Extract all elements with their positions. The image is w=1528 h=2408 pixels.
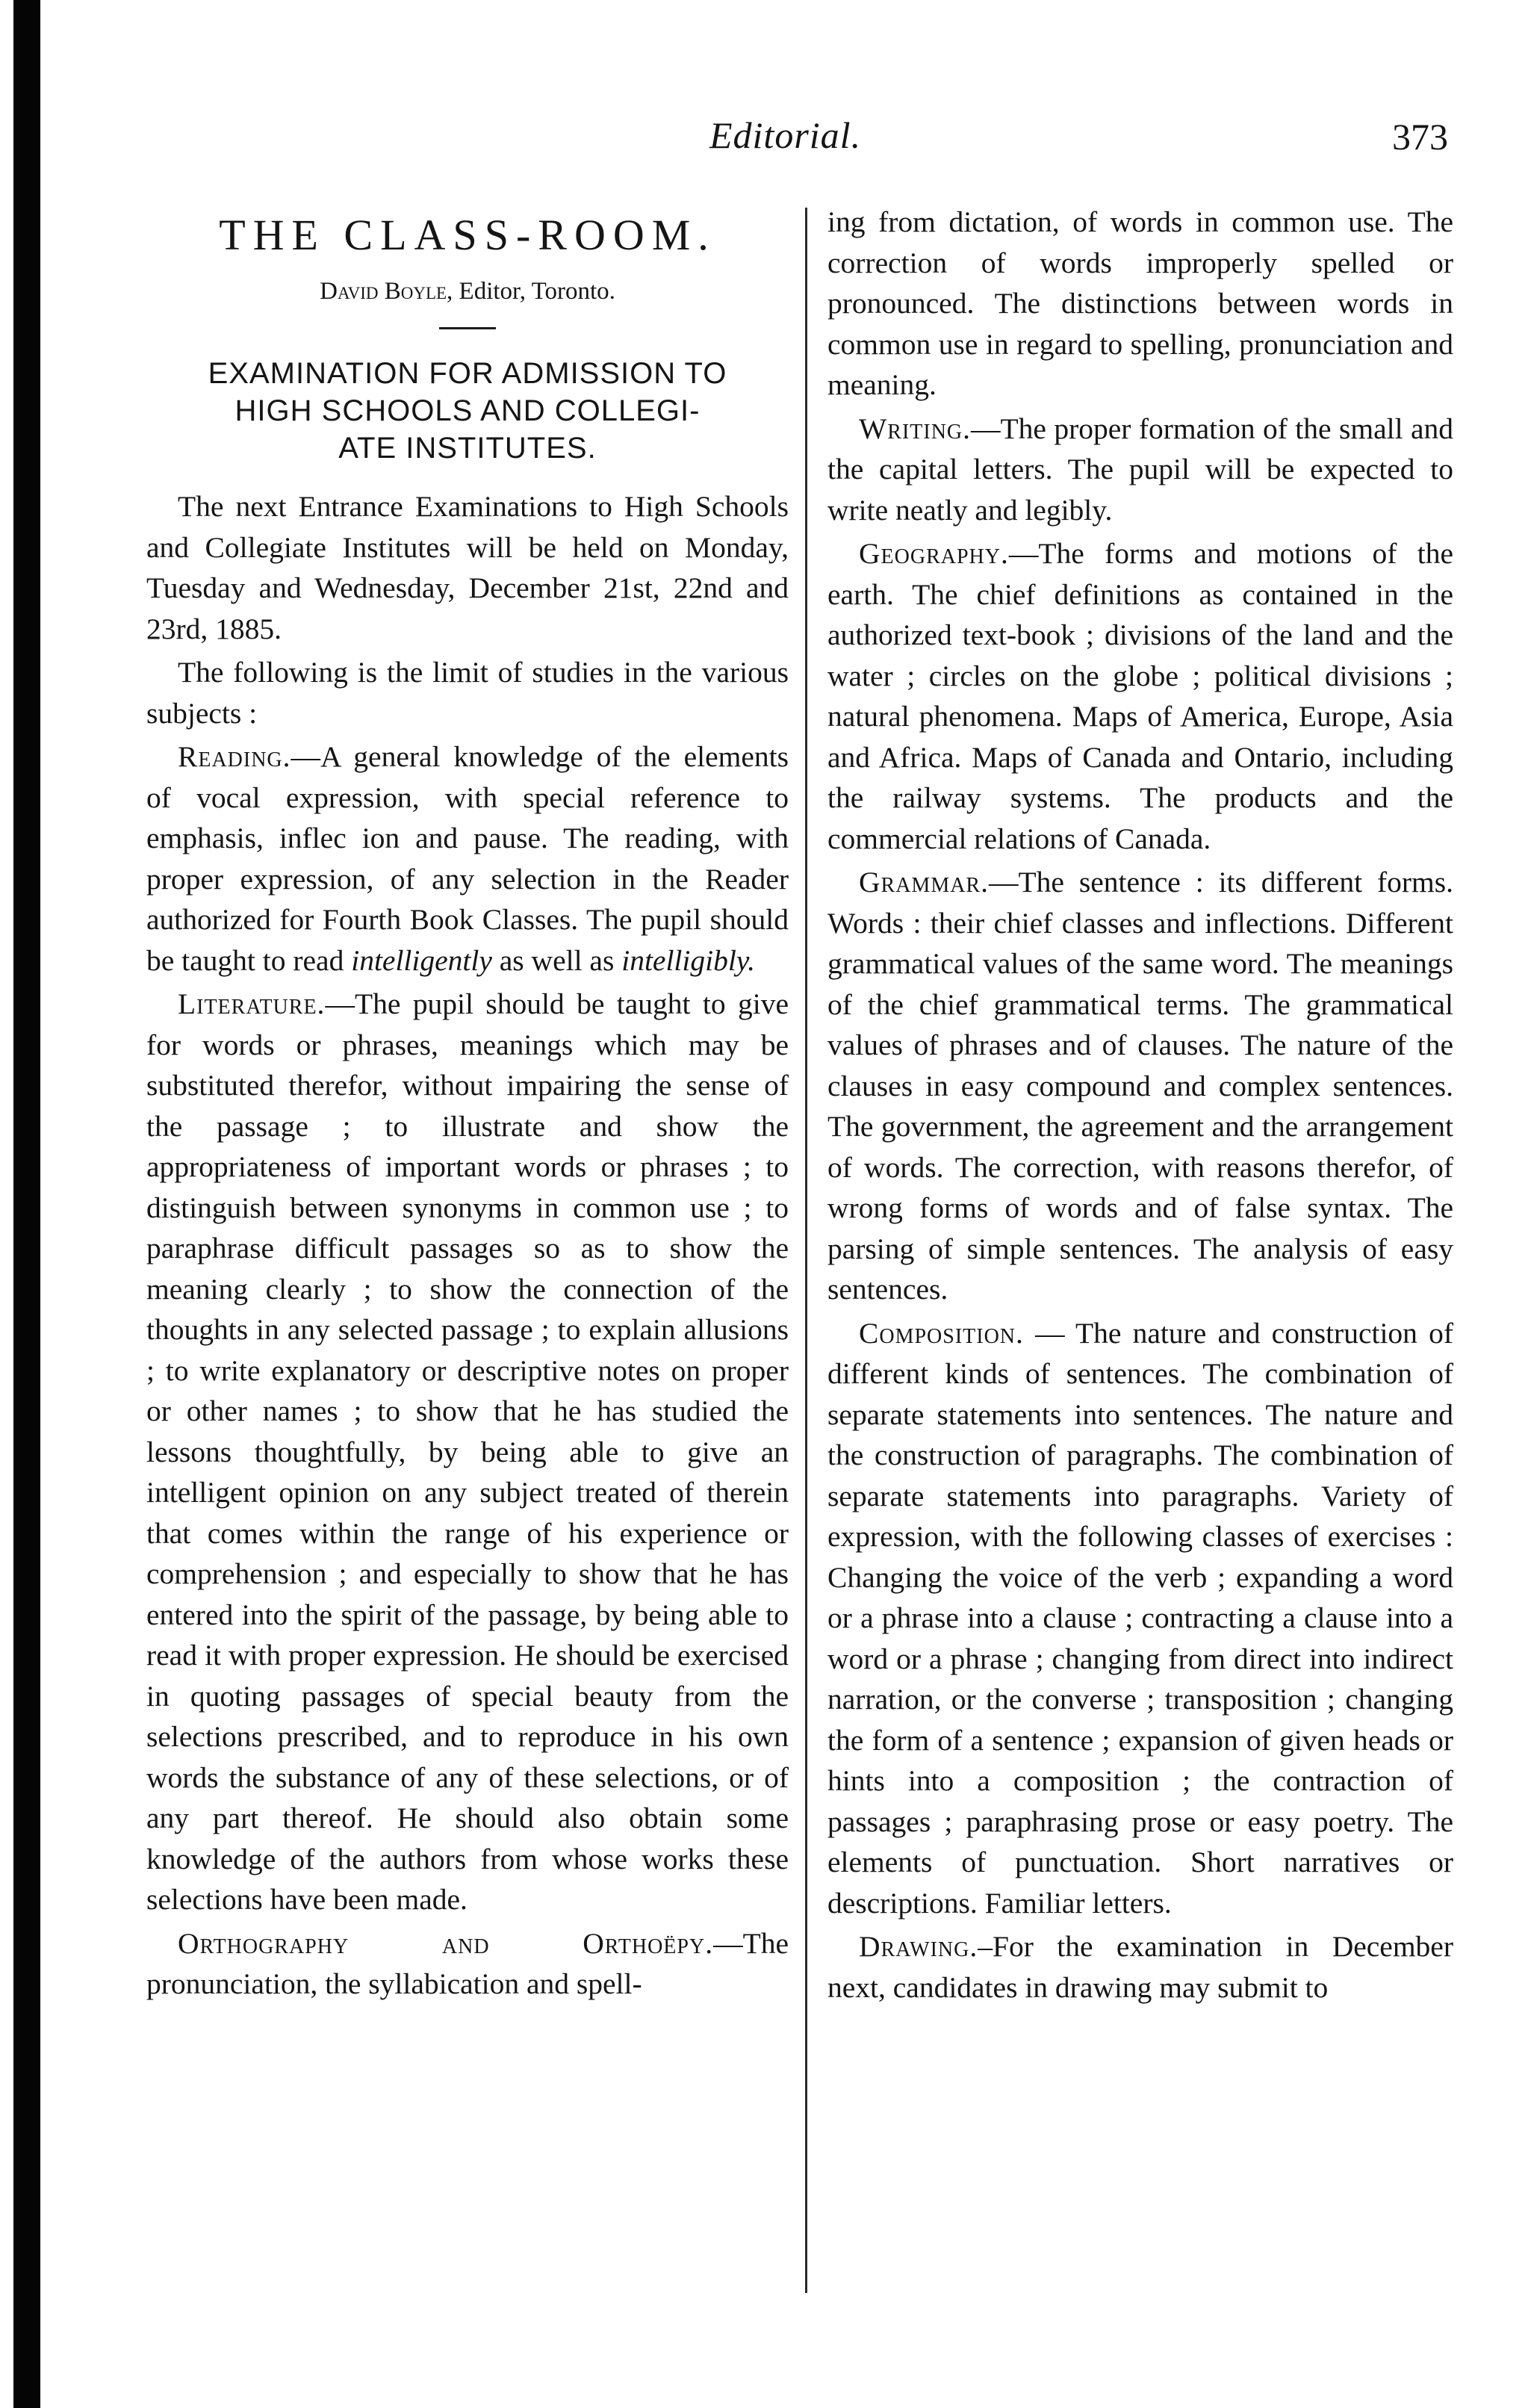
page-number: 373	[1392, 116, 1448, 158]
grammar-text: —The sentence : its different forms. Words : their chief classes and inflections. Different grammatical values of the same word. The meanings of the chief grammatical terms. The grammatical values of phrases and of clauses. The nature of the clauses in easy compound and complex sentences. The government, the agreement and the arrangement of words. The correction, with reasons therefor, of wrong forms of words and of false syntax. The parsing of simple sentences. The analysis of easy sentences.	[827, 866, 1453, 1306]
article-title-line: EXAMINATION FOR ADMISSION TO	[208, 357, 727, 390]
editor-name: David Boyle	[320, 278, 447, 305]
article-title-line: HIGH SCHOOLS AND COLLEGI-	[235, 394, 701, 427]
section-title: THE CLASS-ROOM.	[219, 211, 716, 259]
geography-paragraph	[827, 533, 1453, 859]
writing-text: —The proper formation of the small and the capital letters. The pupil will be expected to write neatly and legibly.	[827, 412, 1453, 527]
page-spine-edge	[13, 0, 40, 2408]
drawing-text: –For the examination in December next, candidates in drawing may submit to	[827, 1930, 1453, 2004]
intro-paragraph: The next Entrance Examinations to High Schools and Collegiate Institutes will be held on Monday, Tuesday and Wednesday, December 21st, 22nd and 23rd, 1885.	[146, 490, 789, 645]
reading-paragraph	[146, 736, 789, 981]
orthography-text: —The pronunciation, the syllabication and spell-	[146, 1926, 789, 2000]
reading-emphasis-intelligently: intelligently	[351, 943, 492, 977]
orthography-continued: ing from dictation, of words in common use. The correction of words improperly spelled or pronounced. The distinctions between words in common use in regard to spelling, pronunciation and meaning.	[827, 205, 1453, 401]
editor-byline	[146, 276, 789, 306]
geography-text: —The forms and motions of the earth. The chief definitions as contained in the authorized text-book ; divisions of the land and the water ; circles on the globe ; political divisions ; natural phenomena. Maps of America, Europe, Asia and Africa. Maps of Canada and Ontario, including the railway systems. The products and the commercial relations of Canada.	[827, 537, 1453, 855]
composition-paragraph	[827, 1313, 1453, 1924]
editor-role: , Editor, Toronto.	[447, 278, 615, 305]
drawing-paragraph	[827, 1926, 1453, 2008]
reading-text-join: as well as	[491, 943, 622, 977]
geography-heading: Geography.	[859, 537, 1009, 570]
limit-paragraph: The following is the limit of studies in the various subjects :	[146, 656, 789, 730]
literature-paragraph	[146, 984, 789, 1920]
literature-heading: Literature.	[178, 987, 326, 1020]
literature-text: —The pupil should be taught to give for words or phrases, meanings which may be substituted therefor, without impairing the sense of the passage ; to illustrate and show the appropriateness of important words or phrases ; to distinguish between synonyms in common use ; to paraphrase difficult passages so as to show the meaning clearly ; to show the connection of the thoughts in any selected passage ; to explain allusions ; to write explanatory or descriptive notes on proper or other names ; to show that he has studied the lessons thoughtfully, by being able to give an intelligent opinion on any subject treated of therein that comes within the range of his experience or comprehension ; and especially to show that he has entered into the spirit of the passage, by being able to read it with proper expression. He should be exercised in quoting passages of special beauty from the selections prescribed, and to reproduce in his own words the substance of any of these selections, or of any part thereof. He should also obtain some knowledge of the authors from whose works these selections have been made.	[146, 987, 789, 1916]
drawing-heading: Drawing.	[859, 1930, 978, 1963]
composition-text: — The nature and construction of different kinds of sentences. The combination of separate statements into sentences. The nature and the construction of paragraphs. The combination of separate statements into paragraphs. Variety of expression, with the following classes of exercises : Changing the voice of the verb ; expanding a word or a phrase into a clause ; contracting a clause into a word or a phrase ; changing from direct into indirect narration, or the converse ; transposition ; changing the form of a sentence ; expansion of given heads or hints into a composition ; the contraction of passages ; paraphrasing prose or easy poetry. The elements of punctuation. Short narratives or descriptions. Familiar letters.	[827, 1316, 1453, 1920]
grammar-paragraph	[827, 862, 1453, 1310]
left-column	[146, 202, 789, 2008]
grammar-heading: Grammar.	[859, 866, 989, 899]
article-title-line: ATE INSTITUTES.	[338, 432, 597, 465]
column-rule	[805, 208, 807, 2293]
orthography-heading: Orthography and Orthoëpy.	[178, 1926, 714, 1960]
article-title	[146, 355, 789, 467]
right-column	[827, 202, 1453, 2011]
composition-heading: Composition.	[859, 1316, 1024, 1350]
writing-heading: Writing.	[859, 412, 972, 445]
title-divider	[439, 327, 496, 329]
running-head: Editorial.	[709, 114, 862, 156]
reading-heading: Reading.	[178, 740, 291, 773]
orthography-paragraph	[146, 1923, 789, 2005]
reading-text: —A general knowledge of the elements of vocal expression, with special reference to emphasis, inflec ion and pause. The reading, with proper expression, of any selection in the Reader authorized for Fourth Book Classes. The pupil should be taught to read	[146, 740, 789, 977]
writing-paragraph	[827, 409, 1453, 531]
reading-emphasis-intelligibly: intelligibly.	[621, 943, 756, 977]
